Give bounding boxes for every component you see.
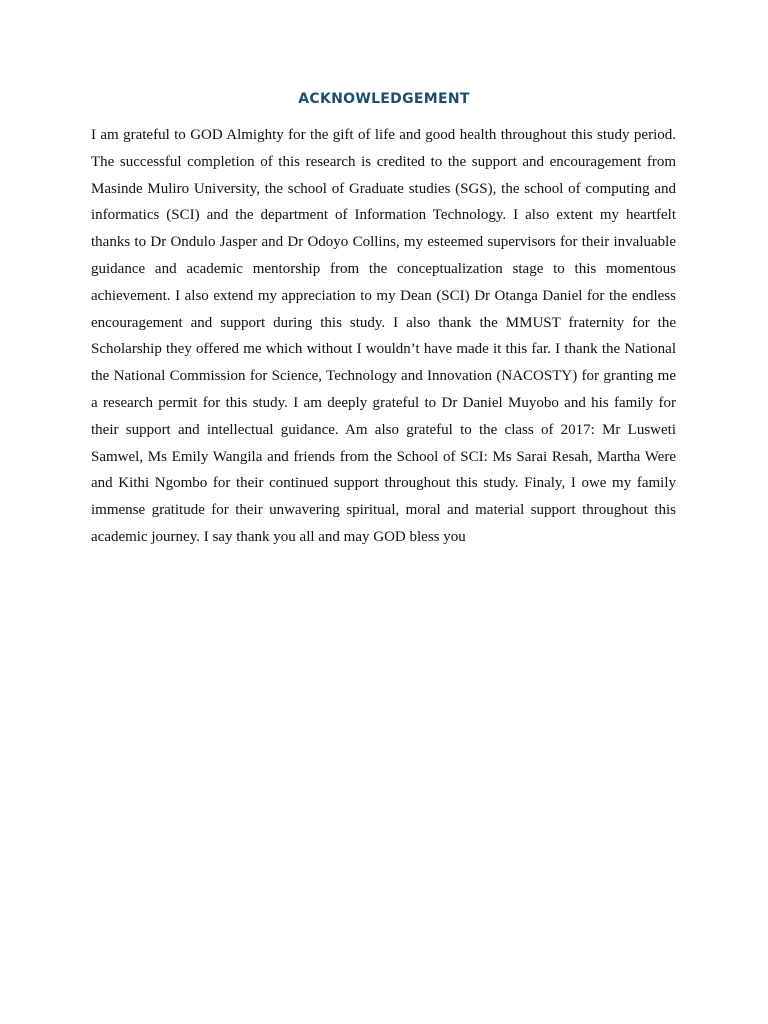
page-title: ACKNOWLEDGEMENT [298,91,470,107]
acknowledgement-paragraph: I am grateful to GOD Almighty for the gift of life and good health throughout this study period. The successful completion of this research is credited to the support and encouragement from Masinde Muliro University, the school of Graduate studies (SGS), the school of computing and informatics (SCI) and the department of Information Technology. I also extent my heartfelt thanks to Dr Ondulo Jasper and Dr Odoyo Collins, my esteemed supervisors for their invaluable guidance and academic mentorship from the conceptualization stage to this momentous achievement. I also extend my appreciation to my Dean (SCI) Dr Otanga Daniel for the endless encouragement and support during this study. I also thank the MMUST fraternity for the Scholarship they offered me which without I wouldn’t have made it this far. I thank the National the National Commission for Science, Technology and Innovation (NACOSTY) for granting me a research permit for this study. I am deeply grateful to Dr Daniel Muyobo and his family for their support and intellectual guidance. Am also grateful to the class of 2017: Mr Lusweti Samwel, Ms Emily Wangila and friends from the School of SCI: Ms Sarai Resah, Martha Were and Kithi Ngombo for their continued support throughout this study. Finaly, I owe my family immense gratitude for their unwavering spiritual, moral and material support throughout this academic journey. I say thank you all and may GOD bless you [91,127,676,545]
